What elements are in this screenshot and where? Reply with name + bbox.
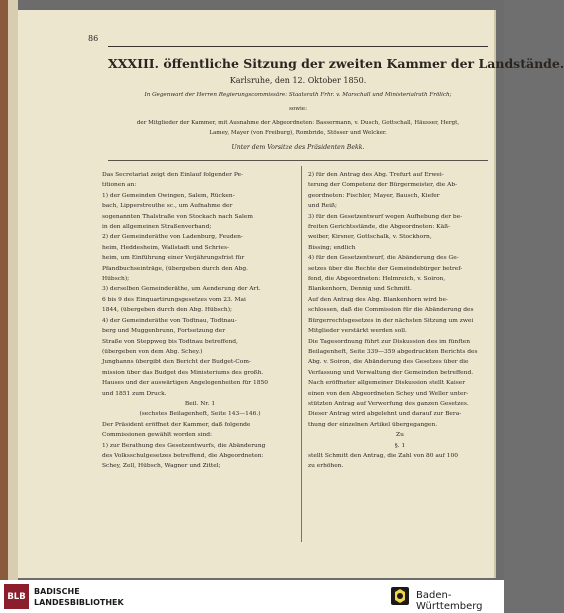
text-line: (sechstes Beilagenheft, Seite 143—146.) <box>139 411 261 418</box>
text-line: berg und Muggenbrunn, Fortsetzung der <box>102 328 226 335</box>
text-line: heim, um Einführung einer Verjährungsfrist für <box>102 255 245 262</box>
book-spine <box>0 0 8 580</box>
text-line: des Volksschulgesetzes betreffend, die Abgeordneten: <box>102 452 264 459</box>
text-line: 2) der Gemeinderäthe von Ladenburg, Feuden- <box>102 234 243 241</box>
text-line: sogenannten Thalstraße von Stockach nach Salem <box>102 213 253 220</box>
text-line: 2) für den Antrag des Abg. Trefurt auf Erwei- <box>308 172 444 178</box>
text-line: Nach eröffneter allgemeiner Diskussion stellt Kaiser <box>308 380 466 387</box>
text-line: mission über das Budget des Ministeriums des großh. <box>102 369 264 376</box>
text-line: Straße von Steppweg bis Todtnau betreffend, <box>102 338 238 345</box>
text-line: Beil. Nr. 1 <box>184 400 216 407</box>
text-line: 4) der Gemeinderäthe von Todtnau, Todtnau- <box>102 317 237 324</box>
library-name <box>34 586 124 608</box>
text-line: geordneten: Fischler, Mayer, Bausch, Kiefer <box>308 192 440 199</box>
text-line: Der Präsident eröffnet der Kammer, daß folgende <box>102 421 251 428</box>
text-line: Mitglieder verstärkt werden soll. <box>308 328 407 335</box>
text-line: einen von den Abgeordneten Schey und Weller unter- <box>308 390 469 397</box>
text-line: titionen an: <box>102 182 137 189</box>
text-line: 6 bis 9 des Einquartirungsgesetzes vom 23. Mai <box>102 296 246 303</box>
text-line: thung der einzelnen Artikel übergegangen. <box>308 421 438 428</box>
state-name[interactable]: Baden-Württemberg <box>416 590 483 612</box>
members-line: der Mitglieder der Kammer, mit Ausnahme der Abgeordneten: Bassermann, v. Dusch, Gottschall, Häusser, Hergt, <box>136 120 460 126</box>
text-line: Die Tagesordnung führt zur Diskussion des im fünften <box>308 338 471 345</box>
text-line: Das Secretariat zeigt den Einlauf folgender Pe- <box>102 172 243 178</box>
state-emblem-icon <box>388 584 412 608</box>
text-line: 3) für den Gesetzentwurf wegen Aufhebung der be- <box>308 213 463 220</box>
text-line: Hauses und der auswärtigen Angelegenheiten für 1850 <box>102 380 268 387</box>
text-line: Zu <box>396 432 404 439</box>
text-line: Junghanns übergibt den Bericht der Budget-Com- <box>102 359 251 366</box>
date-line: Karlsruhe, den 12. Oktober 1850. <box>229 76 367 85</box>
text-line: Commissionen gewählt worden sind: <box>102 432 213 439</box>
presence-line: In Gegenwart der Herren Regierungscommissäre: Staatsrath Frhr. v. Marschall und Ministerialrath Frölich; <box>144 92 452 98</box>
text-line: heim, Heddesheim, Wallstadt und Schries- <box>102 244 229 251</box>
column-divider <box>301 166 302 542</box>
chair-line: Unter dem Vorsitze des Präsidenten Bekk. <box>231 144 365 151</box>
text-line: und 1851 zum Druck. <box>102 390 167 397</box>
text-line: Hübsch); <box>102 276 130 283</box>
text-line: in den allgemeinen Straßenverband; <box>102 224 212 231</box>
text-line: fend, die Abgeordneten: Helmreich, v. Soiron, <box>308 276 446 283</box>
text-line: Blankenhorn, Dennig und Schmitt. <box>308 286 412 293</box>
text-line: §. 1 <box>394 442 406 449</box>
text-line: und Reiß; <box>308 203 337 210</box>
text-line: bach, Lipperstreuthe sc., um Aufnahme der <box>102 203 233 210</box>
text-line: Bissing; endlich <box>308 244 356 251</box>
text-line: Beilagenheft, Seite 339—359 abgedruckten Berichts des <box>308 348 478 355</box>
text-line: freiten Gerichtsstände, die Abgeordneten: Käß- <box>308 224 451 231</box>
text-line: Abg. v. Soiron, die Abänderung des Gesetzes über die <box>308 359 469 366</box>
library-name-line: BADISCHE <box>34 587 80 596</box>
text-line: Pfandbuchseinträge, (übergeben durch den Abg. <box>102 265 249 272</box>
header-rule <box>108 46 488 47</box>
text-line: schlossen, daß die Commission für die Abänderung des <box>308 307 474 314</box>
text-line: 1) der Gemeinden Owingen, Salem, Rücken- <box>102 192 235 199</box>
right-column <box>308 170 492 472</box>
text-line: 1844, (übergeben durch den Abg. Hübsch); <box>102 307 232 314</box>
blb-logo[interactable]: BLB <box>4 584 29 609</box>
text-line: setzes über die Rechte der Gemeindebürger betref- <box>308 265 463 272</box>
text-line: 4) für den Gesetzentwurf, die Abänderung des Ge- <box>308 255 459 262</box>
session-heading: XXXIII. öffentliche Sitzung der zweiten Kammer der Landstände. <box>108 56 564 71</box>
section-divider <box>108 160 488 161</box>
left-column <box>102 170 298 472</box>
text-line: (übergeben von dem Abg. Schey.) <box>102 348 203 355</box>
members-list <box>108 118 488 138</box>
text-line: weiber, Kirsner, Gottschalk, v. Stockhorn, <box>308 234 432 241</box>
text-line: stellt Schmitt den Antrag, die Zahl von 80 auf 100 <box>308 452 458 459</box>
text-line: terung der Competenz der Bürgermeister, die Ab- <box>308 182 458 189</box>
text-line: 3) derselben Gemeinderäthe, um Aenderung der Art. <box>102 286 261 293</box>
text-line: Verfassung und Verwaltung der Gemeinden betreffend. <box>308 369 474 376</box>
footer-bar <box>0 580 504 613</box>
text-line: 1) zur Berathung des Gesetzentwurfs, die Abänderung <box>102 442 266 449</box>
text-line: Schey, Zell, Hübsch, Wagner und Zittel; <box>102 463 221 470</box>
library-name-line: LANDESBIBLIOTHEK <box>34 598 124 607</box>
document-page <box>18 10 564 578</box>
members-line: Lamey, Mayer (von Freiburg), Rombride, Stösser und Welcker. <box>209 130 387 136</box>
text-line: Auf den Antrag des Abg. Blankenhorn wird be- <box>308 296 448 303</box>
page-edge <box>8 0 18 580</box>
text-line: zu erhöhen. <box>308 463 344 470</box>
text-line: Dieser Antrag wird abgelehnt und darauf zur Bera- <box>308 411 462 418</box>
sowie-line: sowie: <box>288 106 307 112</box>
page-number: 86 <box>88 34 99 43</box>
text-line: stützten Antrag auf Verwerfung des ganzen Gesetzes. <box>308 400 469 407</box>
text-line: Bürgerrechtsgesetzes in der nächsten Sitzung um zwei <box>308 317 474 324</box>
